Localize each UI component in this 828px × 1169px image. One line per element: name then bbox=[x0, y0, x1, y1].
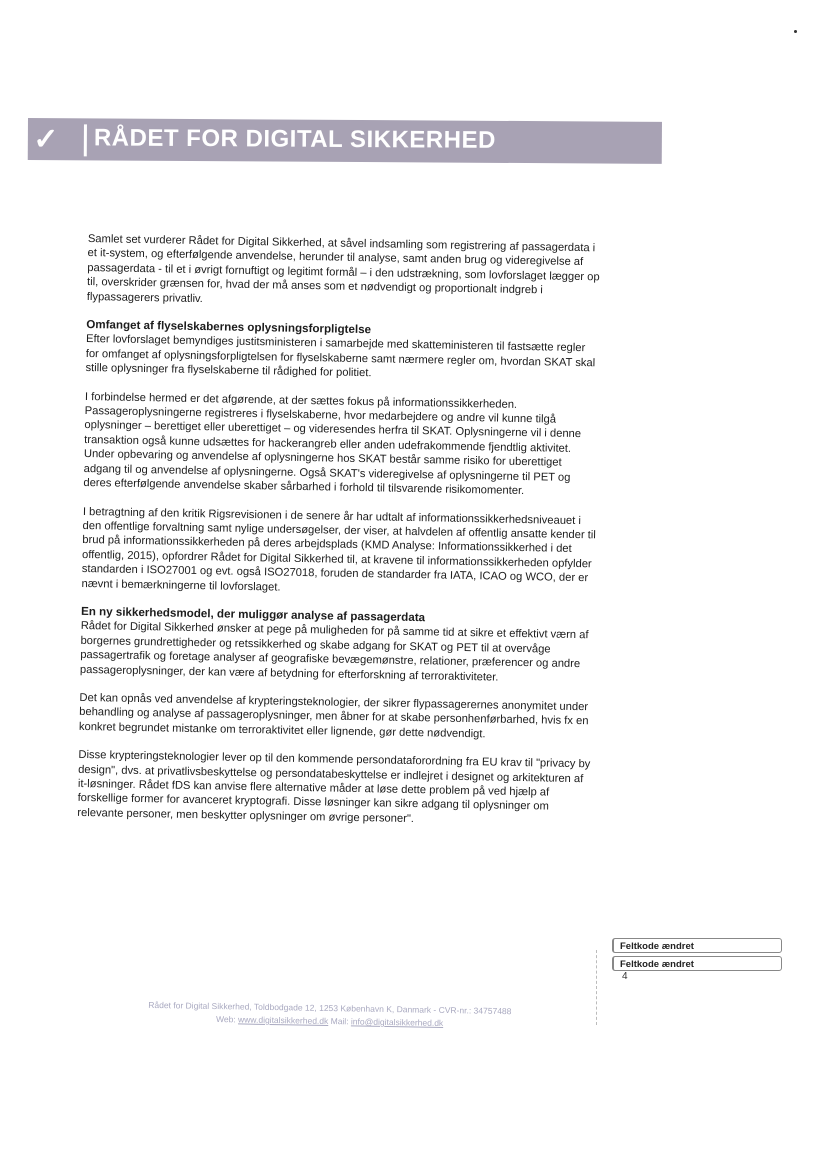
paragraph: I forbindelse hermed er det afgørende, at der sættes fokus på informationssikkerheden. Passageroplysningerne registreres i flyselskaberne, hvor medarbejdere og andre vil kunne tilgå oplysninger – berettiget eller uberettiget – og videresendes herfra til SKAT. Oplysningerne vil i denne transaktion også kunne udsættes for hackerangreb eller anden udefrakommende fjendtlig aktivitet. Under opbevaring og anvendelse af oplysningerne hos SKAT består samme risiko for uberettiget adgang til og anvendelse af oplysningerne. Også SKAT's videregivelse af oplysningerne til PET og deres efterfølgende anvendelse skaber sårbarhed i forhold til tilsvarende risikomomenter. bbox=[83, 390, 582, 498]
page-number: 4 bbox=[622, 971, 628, 982]
paragraph: Efter lovforslaget bemyndiges justitsministeren i samarbejde med skatteministeren til fastsætte regler for omfanget af oplysningsforpligtelsen for flyselskaberne samt nærmere regler om, hvordan SKAT skal stille oplysninger fra flyselskaberne til rådighed for politiet. bbox=[85, 333, 596, 380]
scan-speck bbox=[794, 30, 797, 33]
footer-mail-label: Mail: bbox=[328, 1015, 352, 1027]
comment-connector bbox=[596, 950, 598, 1025]
checkmark-icon: ✓ bbox=[33, 122, 59, 156]
paragraph: Disse krypteringsteknologier lever op til den kommende persondataforordning fra EU krav til "privacy by design", dvs. at privatlivsbeskyttelse og persondatabeskyttelse er indlejret i designet og arkitekturen af it-løsninger. Rådet fDS kan anvise flere alternative måder at løse dette problem på ved hjælp af forskellige former for avanceret kryptografi. Disse løsninger kan sikre adgang til oplysninger om relevante personer, men beskytter oplysninger om øvrige personer". bbox=[77, 749, 591, 825]
paragraph: Rådet for Digital Sikkerhed ønsker at pege på muligheden for på samme tid at sikre et effektivt værn af borgernes grundrettigheder og retssikkerhed og skabe adgang for SKAT og PET til at overvåge passagertrafik og foretage analyser af geografiske bevægemønstre, relationer, præferencer og andre passageroplysninger, der kan være af betydning for efterforskning af terroraktiviteter. bbox=[79, 620, 589, 684]
footer-address: Rådet for Digital Sikkerhed, Toldbodgade 12, 1253 København K, Danmark - CVR-nr.: 34757488 bbox=[148, 999, 512, 1017]
intro-paragraph: Samlet set vurderer Rådet for Digital Sikkerhed, at såvel indsamling som registrering af passagerdata i et it-system, og efterfølgende anvendelse, herunder til analyse, samt anden brug og videregivelse af passagerdata - til et i øvrigt fornuftigt og legitimt formål – i den udstrækning, som lovforslaget lægger op til, overskrider grænsen for, hvad der må anses som et nødvendigt og proportionalt indgreb i flypassagerers privatliv. bbox=[86, 232, 600, 305]
section-heading-security-model: En ny sikkerhedsmodel, der muliggør analyse af passagerdata bbox=[80, 604, 426, 625]
paragraph: I betragtning af den kritik Rigsrevisionen i de senere år har udtalt af informationssikkerhedsniveauet i den offentlige forvaltning samt nylige undersøgelser, der viser, at halvdelen af offentlig ansatte kender til brud på informationssikkerheden på deres arbejdsplads (KMD Analyse: Informationssikkerhed i det offentlig, 2015), opfordrer Rådet for Digital Sikkerhed til, at kravene til informationssikkerheden opfylder standarden i ISO27001 og evt. også ISO27018, foruden de standarder fra IATA, ICAO og WCO, der er nævnt i bemærkningerne til lovforslaget. bbox=[81, 505, 596, 594]
page-footer bbox=[100, 998, 560, 1032]
footer-mail-link[interactable]: info@digitalsikkerhed.dk bbox=[350, 1016, 444, 1028]
header-divider bbox=[84, 124, 87, 156]
document-body bbox=[77, 232, 603, 844]
paragraph: Det kan opnås ved anvendelse af krypteringsteknologier, der sikrer flypassagerernes anonymitet under behandling og analyse af passageroplysninger, men åbner for at skabe personhenførbarhed, hvis fx en konkret begrundet mistanke om terroraktivitet eller lignende, gør dette nødvendigt. bbox=[78, 691, 589, 741]
comment-balloon-field-code: Feltkode ændret bbox=[612, 956, 782, 971]
comment-balloon-field-code: Feltkode ændret bbox=[612, 938, 782, 953]
header-banner bbox=[28, 118, 662, 164]
section-heading-obligation: Omfanget af flyselskabernes oplysningsforpligtelse bbox=[86, 318, 372, 337]
footer-web-link[interactable]: www.digitalsikkerhed.dk bbox=[237, 1014, 329, 1026]
footer-web-label: Web: bbox=[215, 1014, 239, 1025]
page-title: RÅDET FOR DIGITAL SIKKERHED bbox=[93, 124, 496, 154]
